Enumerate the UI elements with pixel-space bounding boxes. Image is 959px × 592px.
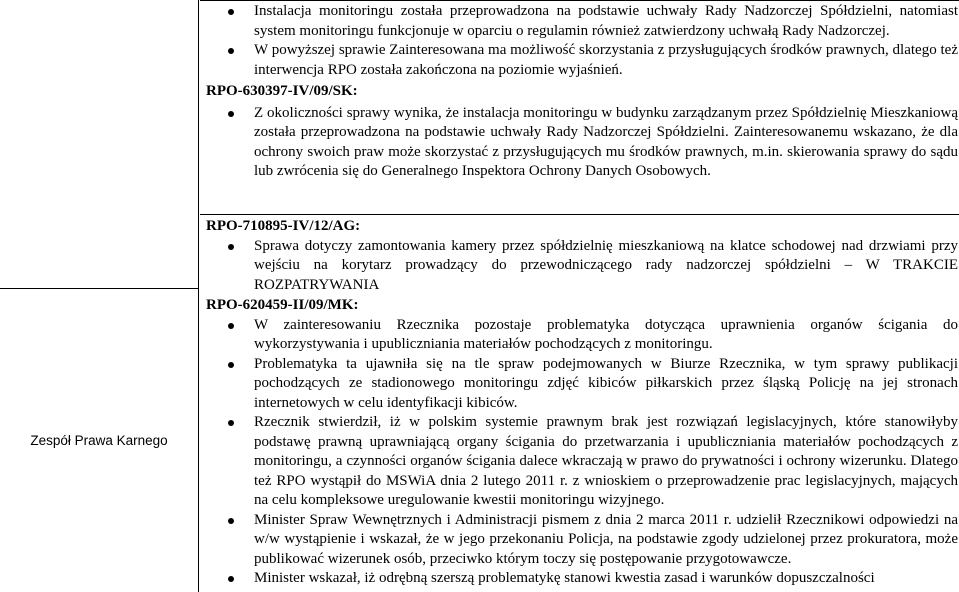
bottom-cell-content bbox=[202, 217, 958, 589]
row-divider bbox=[200, 214, 959, 215]
table-top-border bbox=[200, 0, 959, 1]
list-item: Rzecznik stwierdził, iż w polskim systemie prawnym brak jest rozwiązań legislacyjnych, które stanowiłyby podstawę prawną uprawniającą organy ścigania do przetwarzania i upubliczniania materiałów pochodzących z monitoringu, a czynności organów ścigania dalece wkraczają w prawo do prywatności i ochrony wizerunku. Dlatego też RPO wystąpił do MSWiA dnia 2 lutego 2011 r. z wnioskiem o przeprowadzenie prac legislacyjnych, mających na celu kompleksowe uregulowanie kwestii monitoringu wizyjnego. bbox=[202, 413, 958, 511]
left-column bbox=[0, 0, 200, 592]
case3-list bbox=[202, 316, 958, 589]
list-item: Minister Spraw Wewnętrznych i Administracji pismem z dnia 2 marca 2011 r. udzielił Rzecznikowi odpowiedzi na w/w wystąpienie i wskazał, że w jego przekonaniu Policja, na podstawie zgody udzielonej przez prokuratora, może publikować wizerunek osób, przeciwko którym toczy się postępowanie przygotowawcze. bbox=[202, 511, 958, 570]
top-cell-content bbox=[202, 2, 958, 182]
list-item: Minister wskazał, iż odrębną szerszą problematykę stanowi kwestia zasad i warunków dopuszczalności bbox=[202, 569, 958, 589]
left-top-cell bbox=[0, 0, 199, 289]
list-item: Sprawa dotyczy zamontowania kamery przez spółdzielnię mieszkaniową na klatce schodowej nad drzwiami przy wejściu na korytarz prowadzący do przewodniczącego rady nadzorczej spółdzielni – W TRAKCIE ROZPATRYWANIA bbox=[202, 237, 958, 296]
case2-list bbox=[202, 237, 958, 296]
intro-list bbox=[202, 2, 958, 80]
team-label: Zespół Prawa Karnego bbox=[30, 433, 168, 448]
case-code: RPO-710895-IV/12/AG: bbox=[206, 218, 361, 234]
left-bottom-cell bbox=[0, 289, 199, 592]
list-item: W powyższej sprawie Zainteresowana ma możliwość skorzystania z przysługujących środków prawnych, dlatego też interwencja RPO została zakończona na poziomie wyjaśnień. bbox=[202, 41, 958, 80]
case-code: RPO-630397-IV/09/SK: bbox=[206, 83, 358, 99]
list-item: Z okoliczności sprawy wynika, że instalacja monitoringu w budynku zarządzanym przez Spółdzielnię Mieszkaniową została przeprowadzona na podstawie uchwały Rady Nadzorczej Spółdzielni. Zainteresowanemu wskazano, że dla ochrony swoich praw może skorzystać z przysługujących mu środków prawnych, m.in. skierowania sprawy do sądu lub zwrócenia się do Generalnego Inspektora Ochrony Danych Osobowych. bbox=[202, 104, 958, 182]
case1-list bbox=[202, 104, 958, 182]
list-item: W zainteresowaniu Rzecznika pozostaje problematyka dotycząca uprawnienia organów ścigania do wykorzystywania i upubliczniania materiałów pochodzących z monitoringu. bbox=[202, 316, 958, 355]
case-code: RPO-620459-II/09/MK: bbox=[206, 297, 359, 313]
list-item: Instalacja monitoringu została przeprowadzona na podstawie uchwały Rady Nadzorczej Spółdzielni, natomiast system monitoringu funkcjonuje w oparciu o regulamin również zatwierdzony uchwałą Rady Nadzorczej. bbox=[202, 2, 958, 41]
list-item: Problematyka ta ujawniła się na tle spraw podejmowanych w Biurze Rzecznika, w tym sprawy publikacji pochodzących ze stadionowego monitoringu zdjęć kibiców piłkarskich przez śląską Policję na jej stronach internetowych w celu identyfikacji kibiców. bbox=[202, 355, 958, 414]
